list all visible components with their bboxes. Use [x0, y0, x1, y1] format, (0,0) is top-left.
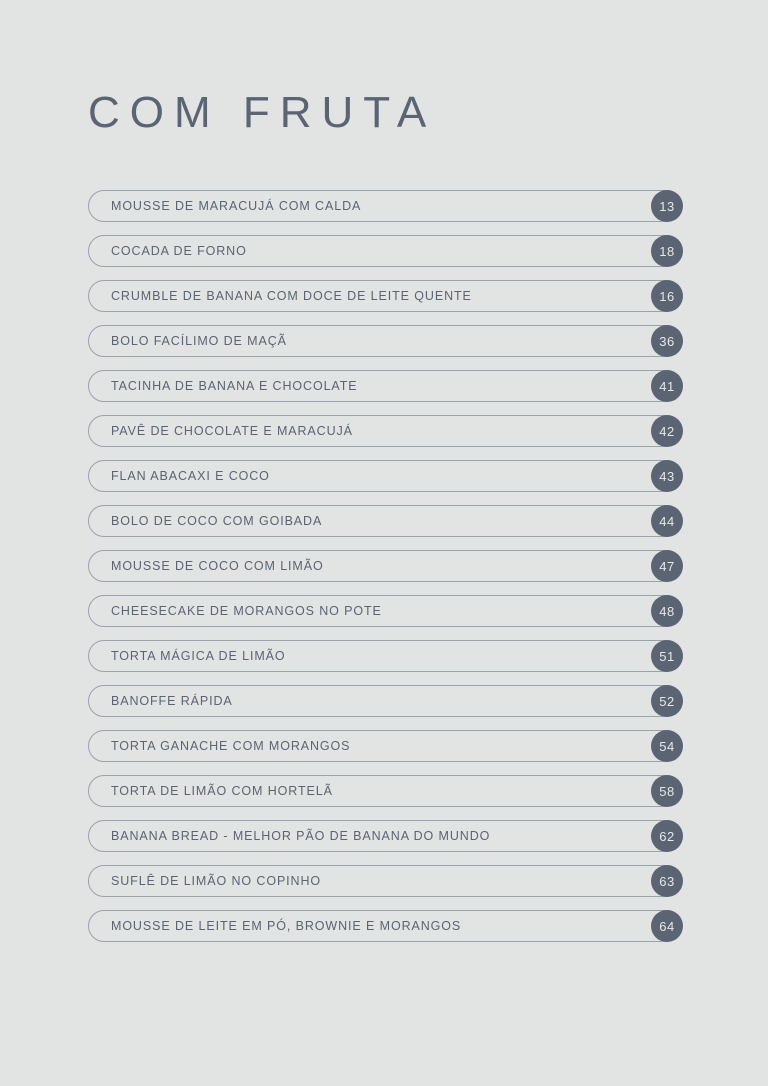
toc-entry-page-number: 64	[651, 910, 683, 942]
toc-entry-label: COCADA DE FORNO	[111, 244, 247, 258]
toc-entry-page-number: 62	[651, 820, 683, 852]
toc-entry[interactable]	[88, 775, 680, 807]
toc-entry-page-number: 41	[651, 370, 683, 402]
toc-entry-page-number: 48	[651, 595, 683, 627]
toc-entry-page-number: 44	[651, 505, 683, 537]
toc-entry-page-number: 16	[651, 280, 683, 312]
toc-entry[interactable]	[88, 370, 680, 402]
toc-entry-page-number: 63	[651, 865, 683, 897]
toc-entry-label: TACINHA DE BANANA E CHOCOLATE	[111, 379, 358, 393]
toc-entry-page-number: 54	[651, 730, 683, 762]
toc-entry[interactable]	[88, 190, 680, 222]
toc-entry-label: CRUMBLE DE BANANA COM DOCE DE LEITE QUENTE	[111, 289, 472, 303]
toc-entry-label: BANANA BREAD - MELHOR PÃO DE BANANA DO MUNDO	[111, 829, 491, 843]
toc-entry-label: BOLO FACÍLIMO DE MAÇÃ	[111, 334, 287, 348]
toc-entry[interactable]	[88, 280, 680, 312]
toc-entry-label: SUFLÊ DE LIMÃO NO COPINHO	[111, 874, 322, 888]
toc-entry-label: MOUSSE DE COCO COM LIMÃO	[111, 559, 324, 573]
toc-entry-label: MOUSSE DE MARACUJÁ COM CALDA	[111, 199, 362, 213]
toc-entry-label: CHEESECAKE DE MORANGOS NO POTE	[111, 604, 382, 618]
toc-entry-label: TORTA MÁGICA DE LIMÃO	[111, 649, 286, 663]
toc-entry[interactable]	[88, 460, 680, 492]
toc-entry-page-number: 58	[651, 775, 683, 807]
toc-entry-label: TORTA GANACHE COM MORANGOS	[111, 739, 351, 753]
toc-entry-label: TORTA DE LIMÃO COM HORTELÃ	[111, 784, 333, 798]
page-title: COM FRUTA	[88, 88, 437, 137]
toc-entry-page-number: 13	[651, 190, 683, 222]
toc-entry-page-number: 42	[651, 415, 683, 447]
toc-entry[interactable]	[88, 325, 680, 357]
toc-entry-page-number: 52	[651, 685, 683, 717]
toc-entry-page-number: 36	[651, 325, 683, 357]
toc-entry[interactable]	[88, 415, 680, 447]
toc-entry-label: MOUSSE DE LEITE EM PÓ, BROWNIE E MORANGOS	[111, 919, 462, 933]
toc-entry[interactable]	[88, 820, 680, 852]
toc-entry-label: PAVÊ DE CHOCOLATE E MARACUJÁ	[111, 424, 353, 438]
toc-entry-page-number: 18	[651, 235, 683, 267]
toc-entry-label: FLAN ABACAXI E COCO	[111, 469, 270, 483]
toc-entry-page-number: 51	[651, 640, 683, 672]
toc-entry-page-number: 47	[651, 550, 683, 582]
toc-entry[interactable]	[88, 235, 680, 267]
toc-entry[interactable]	[88, 640, 680, 672]
toc-entry[interactable]	[88, 505, 680, 537]
toc-entry[interactable]	[88, 910, 680, 942]
toc-entry[interactable]	[88, 730, 680, 762]
toc-entry-label: BOLO DE COCO COM GOIBADA	[111, 514, 323, 528]
toc-entry[interactable]	[88, 550, 680, 582]
toc-entry[interactable]	[88, 595, 680, 627]
toc-entry-label: BANOFFE RÁPIDA	[111, 694, 233, 708]
toc-entry-page-number: 43	[651, 460, 683, 492]
toc-entry[interactable]	[88, 865, 680, 897]
toc-entry[interactable]	[88, 685, 680, 717]
table-of-contents	[88, 190, 680, 942]
